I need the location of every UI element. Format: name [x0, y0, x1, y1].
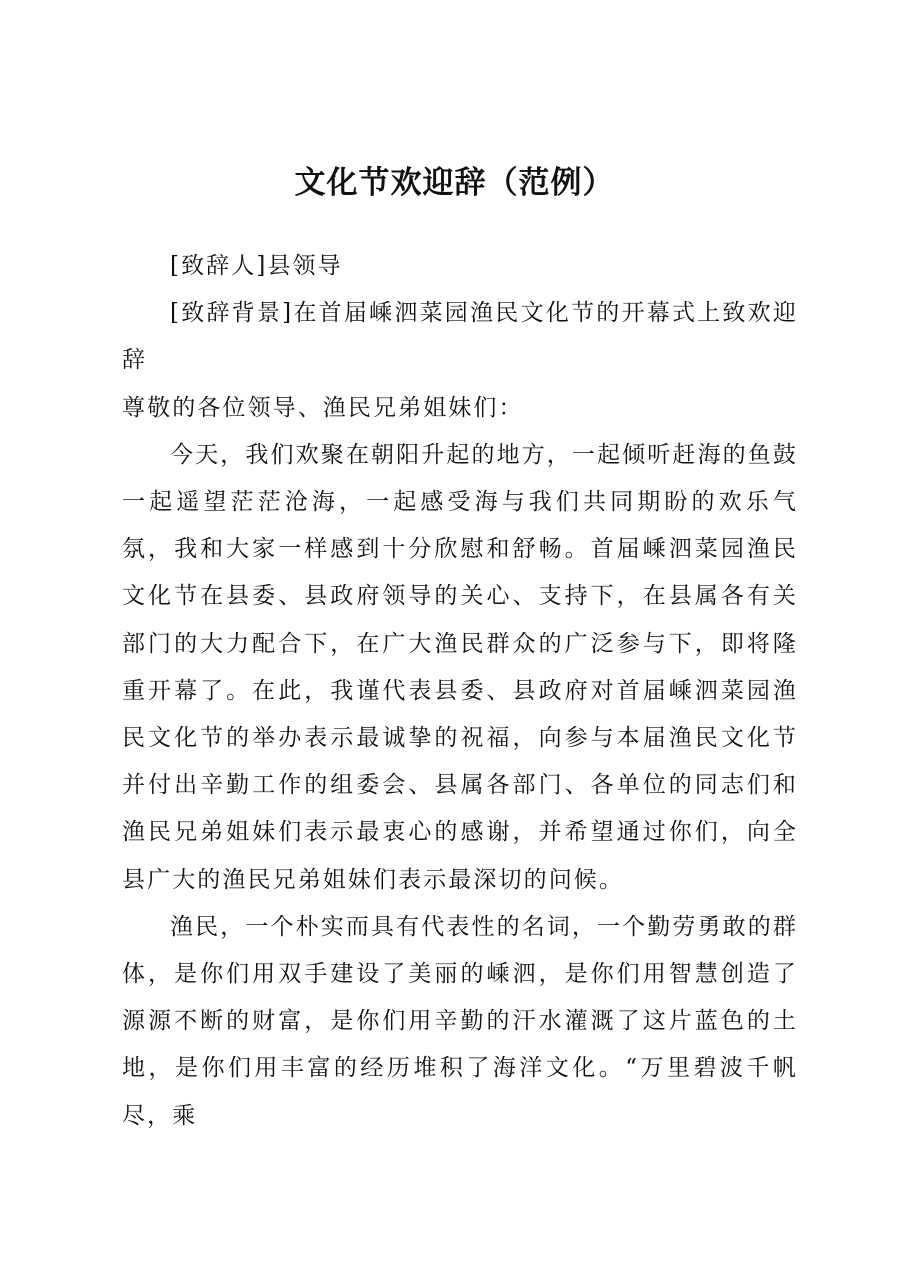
background-line: [致辞背景]在首届嵊泗菜园渔民文化节的开幕式上致欢迎辞: [122, 300, 798, 374]
document-title: 文化节欢迎辞（范例）: [294, 165, 615, 201]
document-body: [122, 243, 798, 1140]
speaker-line: [致辞人]县领导: [170, 253, 343, 279]
salutation: 尊敬的各位领导、渔民兄弟姐妹们：: [122, 394, 524, 421]
body-paragraph-1: 今天，我们欢聚在朝阳升起的地方，一起倾听赶海的鱼鼓一起遥望茫茫沧海，一起感受海与我们共同期盼的欢乐气氛，我和大家一样感到十分欣慰和舒畅。首届嵊泗菜园渔民文化节在县委、县政府领导的关心、支持下，在县属各有关部门的大力配合下，在广大渔民群众的广泛参与下，即将隆重开幕了。在此，我谨代表县委、县政府对首届嵊泗菜园渔民文化节的举办表示最诚挚的祝福，向参与本届渔民文化节并付出辛勤工作的组委会、县属各部门、各单位的同志们和渔民兄弟姐妹们表示最衷心的感谢，并希望通过你们，向全县广大的渔民兄弟姐妹们表示最深切的问候。: [122, 441, 798, 893]
body-paragraph-2: 渔民，一个朴实而具有代表性的名词，一个勤劳勇敢的群体，是你们用双手建设了美丽的嵊泗，是你们用智慧创造了源源不断的财富，是你们用辛勤的汗水灌溉了这片蓝色的土地，是你们用丰富的经历堆积了海洋文化。“万里碧波千帆尽，乘: [122, 913, 798, 1129]
